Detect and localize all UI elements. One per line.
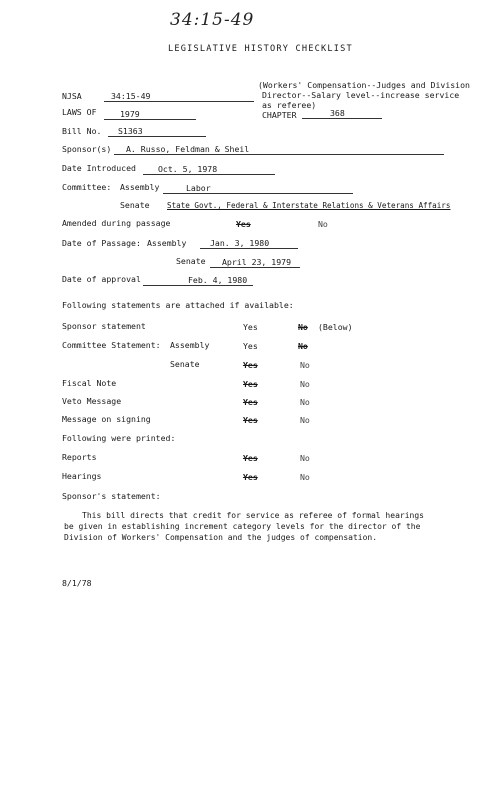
committee-statement-senate-label: Senate <box>170 359 200 369</box>
handwritten-number: 34:15-49 <box>170 10 255 30</box>
hearings-yes: Yes <box>243 472 258 482</box>
message-on-signing-yes: Yes <box>243 415 258 425</box>
passage-assembly-value: Jan. 3, 1980 <box>210 238 270 248</box>
committee-senate-value: State Govt., Federal & Interstate Relations & Veterans Affairs <box>167 201 451 210</box>
sponsor-statement-text: This bill directs that credit for service as referee of formal hearings be given in establishing increment category levels for the director of the Division of Workers' Compensation and the judges of compensation. <box>64 511 424 542</box>
subject-line-1: (Workers' Compensation--Judges and Division <box>258 80 470 90</box>
amended-yes: Yes <box>236 219 251 229</box>
reports-yes: Yes <box>243 453 258 463</box>
sponsor-statement-label: Sponsor statement <box>62 321 146 331</box>
amended-no: No <box>318 219 328 229</box>
njsa-label: NJSA <box>62 91 82 101</box>
sponsor-statement-no: No <box>298 322 308 332</box>
subject-line-3: as referee) <box>262 100 317 110</box>
fiscal-note-yes: Yes <box>243 379 258 389</box>
committee-assembly-label: Assembly <box>120 182 160 192</box>
message-on-signing-label: Message on signing <box>62 414 151 424</box>
passage-senate-line <box>210 267 300 268</box>
sponsors-value: A. Russo, Feldman & Sheil <box>126 144 250 154</box>
committee-statement-senate-yes: Yes <box>243 360 258 370</box>
attached-heading: Following statements are attached if available: <box>62 300 294 310</box>
passage-assembly-line <box>200 248 298 249</box>
printed-heading: Following were printed: <box>62 433 176 443</box>
passage-assembly-label: Assembly <box>147 238 187 248</box>
veto-message-no: No <box>300 397 310 407</box>
date-introduced-label: Date Introduced <box>62 163 136 173</box>
date-introduced-value: Oct. 5, 1978 <box>158 164 218 174</box>
chapter-label: CHAPTER <box>262 110 297 120</box>
fiscal-note-label: Fiscal Note <box>62 378 117 388</box>
committee-statement-assembly-label: Assembly <box>170 340 210 350</box>
passage-senate-label: Senate <box>176 256 206 266</box>
message-on-signing-no: No <box>300 415 310 425</box>
date-of-approval-label: Date of approval <box>62 274 141 284</box>
njsa-value: 34:15-49 <box>111 91 151 101</box>
fiscal-note-no: No <box>300 379 310 389</box>
sponsors-line <box>114 154 444 155</box>
committee-senate-label: Senate <box>120 200 150 210</box>
date-introduced-line <box>143 174 275 175</box>
sponsor-statement-note: (Below) <box>318 322 353 332</box>
committee-statement-assembly-no: No <box>298 341 308 351</box>
reports-label: Reports <box>62 452 97 462</box>
reports-no: No <box>300 453 310 463</box>
bill-no-line <box>108 136 206 137</box>
committee-statement-label: Committee Statement: <box>62 340 161 350</box>
hearings-label: Hearings <box>62 471 102 481</box>
committee-label: Committee: <box>62 182 112 192</box>
amended-label: Amended during passage <box>62 218 171 228</box>
committee-assembly-line <box>163 193 353 194</box>
sponsors-label: Sponsor(s) <box>62 144 112 154</box>
committee-assembly-value: Labor <box>186 183 211 193</box>
date-of-passage-label: Date of Passage: <box>62 238 141 248</box>
chapter-value: 368 <box>330 108 345 118</box>
date-of-approval-value: Feb. 4, 1980 <box>188 275 248 285</box>
laws-of-label: LAWS OF <box>62 107 97 117</box>
date-of-approval-line <box>143 285 253 286</box>
chapter-line <box>302 118 382 119</box>
laws-of-line <box>104 119 196 120</box>
committee-statement-assembly-yes: Yes <box>243 341 258 351</box>
committee-statement-senate-no: No <box>300 360 310 370</box>
bill-no-value: S1363 <box>118 126 143 136</box>
hearings-no: No <box>300 472 310 482</box>
bill-no-label: Bill No. <box>62 126 102 136</box>
veto-message-yes: Yes <box>243 397 258 407</box>
njsa-line <box>104 101 254 102</box>
laws-of-value: 1979 <box>120 109 140 119</box>
sponsor-statement-heading: Sponsor's statement: <box>62 491 161 501</box>
subject-line-2: Director--Salary level--increase service <box>262 90 460 100</box>
page-title: LEGISLATIVE HISTORY CHECKLIST <box>168 44 353 54</box>
footer-code: 8/1/78 <box>62 578 92 588</box>
sponsor-statement-yes: Yes <box>243 322 258 332</box>
passage-senate-value: April 23, 1979 <box>222 257 292 267</box>
veto-message-label: Veto Message <box>62 396 122 406</box>
